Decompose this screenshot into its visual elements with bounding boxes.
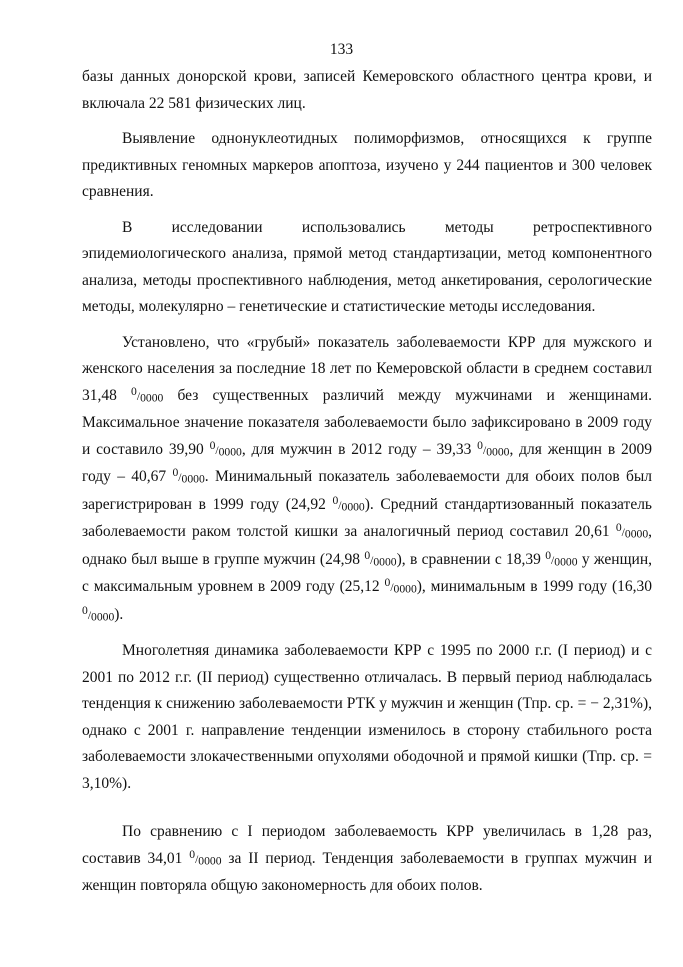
paragraph-comparison [82, 819, 652, 900]
per-unit-symbol: $^0/_{0000}$ [364, 548, 397, 569]
text-segment: , для мужчин в 2012 году – 39,33 [241, 440, 478, 458]
per-unit-symbol: $^0/_{0000}$ [332, 493, 365, 514]
text-segment: , однако был выше в группе мужчин (24,98 [82, 523, 652, 568]
body-text [82, 64, 652, 900]
paragraph-methods: В исследовании использовались методы ретроспективного эпидемиологического анализа, прямой метод стандартизации, метод компонентного анализа, методы проспективного наблюдения, метод анкетирования, серологические методы, молекулярно – генетические и статистические методы исследования. [82, 218, 652, 315]
paragraph-incidence-rates [82, 330, 652, 630]
per-unit-symbol: $^0/_{0000}$ [209, 438, 242, 459]
per-unit-symbol: $^0/_{0000}$ [189, 847, 222, 868]
paragraph-snp-study: Выявление однонуклеотидных полиморфизмов, относящихся к группе предиктивных геномных маркеров апоптоза, изучено у 244 пациентов и 300 человек сравнения. [82, 130, 652, 200]
text-segment: Установлено, что «грубый» показатель заболеваемости КРР для мужского и женского населения за последние 18 лет по Кемеровской области в среднем составил 31,48 [82, 333, 652, 404]
paragraph-dynamics: Многолетняя динамика заболеваемости КРР с 1995 по 2000 г.г. (I период) и с 2001 по 2012 г.г. (II период) существенно отличалась. В первый период наблюдалась тенденция к снижению заболеваемости РТК у мужчин и женщин (Тпр. ср. = − 2,31%), однако с 2001 г. направление тенденции изменилось в сторону стабильного роста заболеваемости злокачественными опухолями ободочной и прямой кишки (Тпр. ср. = 3,10%). [82, 642, 652, 792]
paragraph-continuation: базы данных донорской крови, записей Кемеровского областного центра крови, и включала 22 581 физических лиц. [82, 68, 652, 112]
per-unit-symbol: $^0/_{0000}$ [615, 520, 649, 541]
per-unit-symbol: $^0/_{0000}$ [172, 465, 205, 486]
text-segment: , для женщин в 2009 году – 40,67 [82, 440, 652, 485]
text-segment: без существенных различий между мужчинами и женщинами. Максимальное значение показателя заболеваемости было зафиксировано в 2009 году и составило 39,90 [82, 386, 652, 458]
text-segment: ), минимальным в 1999 году (16,30 [416, 578, 652, 595]
text-segment: . Минимальный показатель заболеваемости для обоих полов был зарегистрирован в 1999 году (24,92 [82, 468, 652, 513]
text-segment: за II период. Тенденция заболеваемости в группах мужчин и женщин повторяла общую закономерность для обоих полов. [82, 849, 652, 894]
per-unit-symbol: $^0/_{0000}$ [82, 603, 115, 624]
text-segment: у женщин, с максимальным уровнем в 2009 году (25,12 [82, 550, 652, 595]
per-unit-symbol: $^0/_{0000}$ [384, 575, 417, 596]
page-number: 133 [329, 41, 354, 58]
per-unit-symbol: $^0/_{0000}$ [545, 548, 578, 569]
text-segment: ). Средний стандартизованный показатель заболеваемости раком толстой кишки за аналогичный период составил 20,61 [82, 495, 652, 540]
per-unit-symbol: $^0/_{0000}$ [477, 438, 510, 459]
text-segment: По сравнению с I периодом заболеваемость КРР увеличилась в 1,28 раз, составив 34,01 [82, 823, 652, 867]
text-segment: ). [114, 605, 124, 623]
text-segment: ), в сравнении с 18,39 [396, 550, 546, 568]
per-unit-symbol: $^0/_{0000}$ [131, 384, 164, 405]
